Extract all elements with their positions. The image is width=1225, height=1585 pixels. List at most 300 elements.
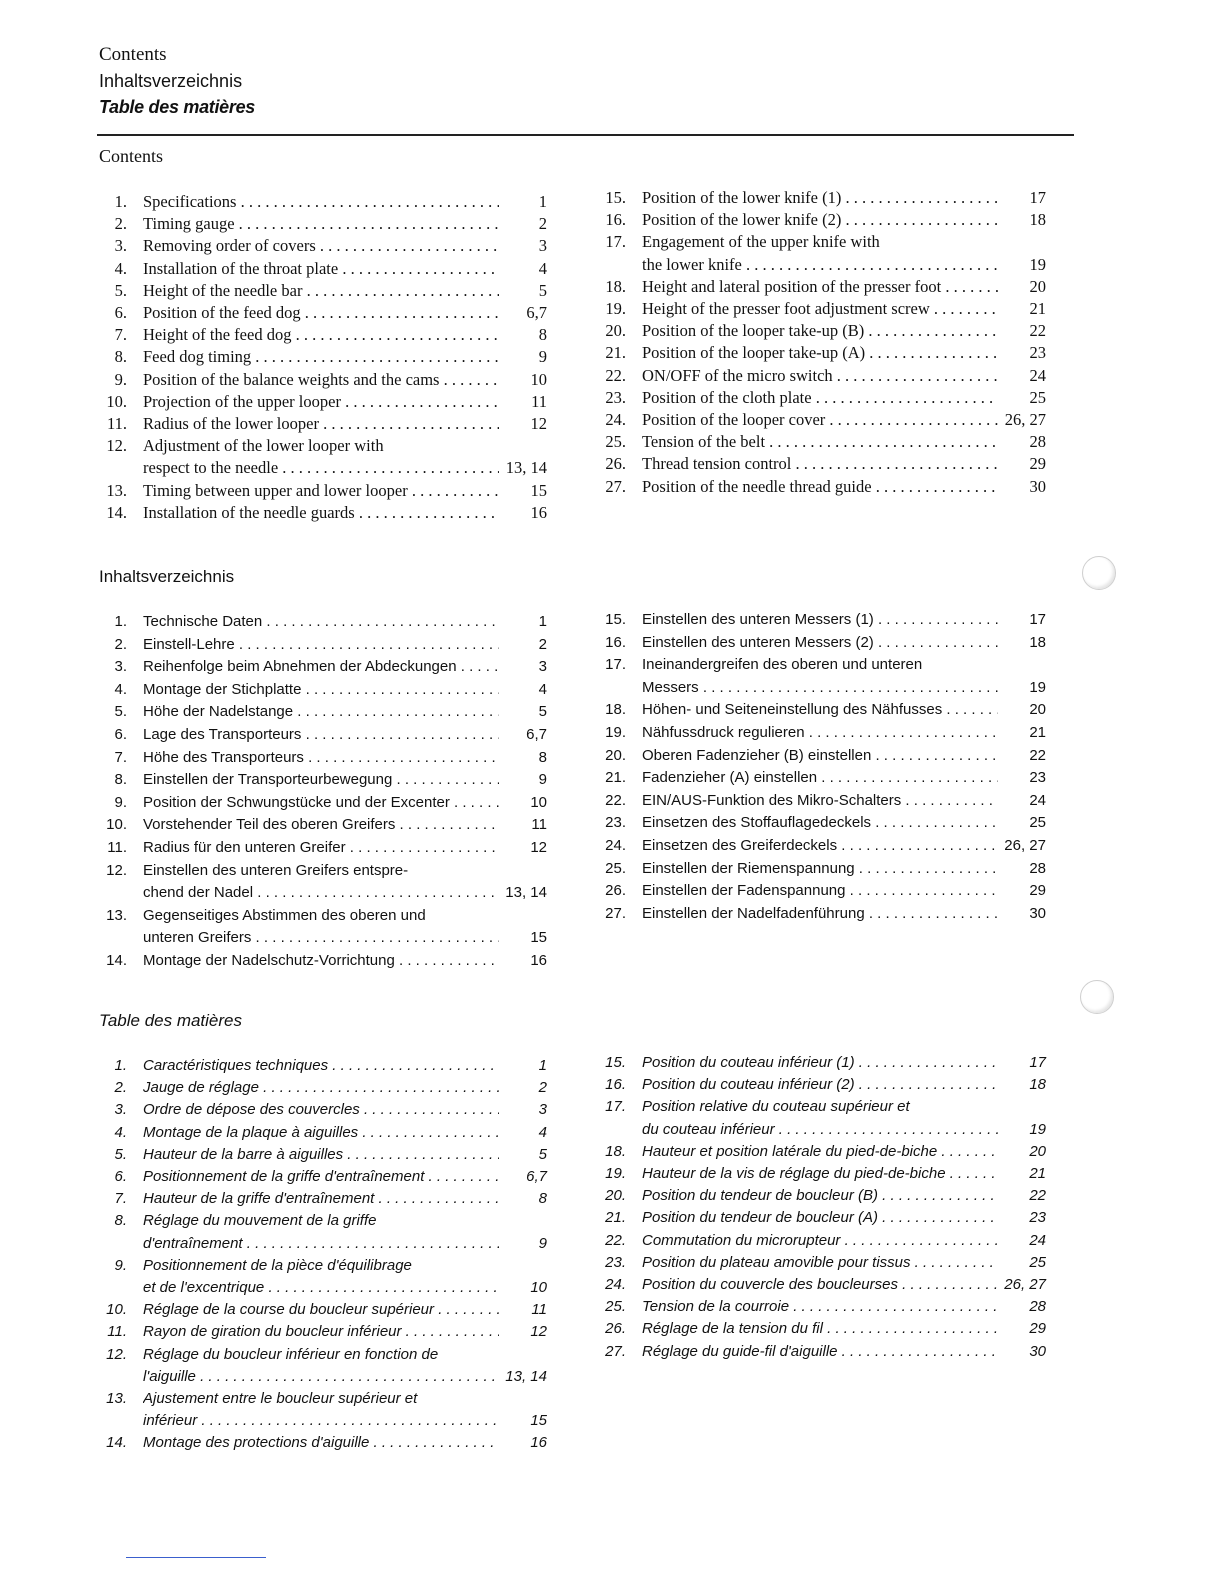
toc-entry-page: 10 [530, 369, 547, 389]
toc-entry-title: Position du tendeur de boucleur (B) . . . [642, 1185, 998, 1207]
toc-entry-number: 19. [605, 299, 626, 319]
toc-entry-page: 24 [1029, 365, 1046, 385]
toc-entry-title: Einstellen der Nadelfadenführung . . . [642, 903, 998, 926]
toc-entry [99, 950, 549, 973]
toc-entry-number: 4. [114, 258, 127, 278]
toc-entry-title: EIN/AUS-Funktion des Mikro-Schalters . . . [642, 790, 998, 813]
toc-entry-title: Thread tension control . . . [642, 453, 998, 475]
toc-entry-number: 6. [114, 725, 127, 743]
toc-entry-page: 13, 14 [505, 884, 547, 902]
toc-entry-page: 8 [538, 748, 547, 766]
toc-entry-title: Position du couteau inférieur (2) . . . [642, 1074, 998, 1096]
toc-entry-page: 4 [538, 1123, 547, 1141]
toc-entry [99, 1188, 549, 1210]
toc-entry [598, 1207, 1048, 1229]
toc-entry-title: Ajustement entre le boucleur supérieur et [143, 1390, 418, 1408]
toc-entry-page: 13, 14 [505, 458, 547, 478]
toc-entry-page: 11 [531, 391, 547, 411]
toc-entry-title: Tension de la courroie . . . [642, 1296, 998, 1318]
toc-entry-number: 22. [605, 791, 626, 809]
toc-entry-number: 22. [605, 1231, 626, 1249]
toc-entry-page: 3 [538, 236, 547, 256]
toc-entry [598, 409, 1048, 431]
toc-entry-number: 1. [114, 1057, 127, 1074]
toc-entry-number: 27. [605, 476, 626, 496]
toc-entry-number: 10. [106, 816, 127, 834]
toc-entry-page: 19 [1029, 1120, 1046, 1138]
toc-entry [99, 413, 549, 435]
toc-entry-page: 18 [1029, 210, 1046, 230]
section-title-de: Inhaltsverzeichnis [99, 567, 235, 586]
toc-entry-title: Einsetzen des Stoffauflagedeckels . . . [642, 812, 998, 835]
toc-entry-page: 2 [538, 635, 547, 653]
footer-link-line [126, 1557, 266, 1558]
toc-entry [598, 767, 1048, 790]
toc-entry-page: 20 [1029, 276, 1046, 296]
toc-entry-number: 15. [605, 188, 626, 207]
toc-entry-title: Commutation du microrupteur . . . [642, 1230, 998, 1252]
toc-entry-page: 11 [531, 1301, 547, 1319]
toc-entry-number: 16. [605, 1076, 626, 1094]
toc-entry-page: 29 [1029, 1320, 1046, 1338]
toc-entry-page: 25 [1029, 387, 1046, 407]
toc-entry-title: Position of the balance weights and the cams . . . [143, 369, 499, 391]
toc-entry [598, 1119, 1048, 1141]
toc-entry-title: unteren Greifers . . . [143, 927, 499, 950]
toc-entry-number: 2. [114, 214, 127, 234]
toc-entry [99, 1277, 549, 1299]
toc-entry-number: 17. [605, 232, 626, 252]
toc-entry [598, 187, 1048, 209]
toc-entry [99, 457, 549, 479]
toc-entry-number: 4. [114, 680, 127, 698]
toc-entry-title: Einstellen des unteren Messers (2) . . . [642, 632, 998, 655]
toc-en-right [598, 187, 1048, 498]
toc-entry-page: 29 [1029, 882, 1046, 900]
toc-entry-number: 18. [605, 1142, 626, 1160]
toc-entry-page: 3 [538, 1101, 547, 1119]
toc-entry [99, 1099, 549, 1121]
toc-entry-title: Position of the lower knife (2) . . . [642, 209, 998, 231]
toc-entry [99, 905, 549, 928]
toc-entry-number: 25. [605, 859, 626, 877]
toc-entry-number: 23. [605, 1253, 626, 1271]
toc-entry-title: Hauteur de la vis de réglage du pied-de-biche . . . [642, 1163, 998, 1185]
toc-entry-title: Radius für den unteren Greifer . . . [143, 837, 499, 860]
toc-entry-title: Installation of the throat plate . . . [143, 258, 499, 280]
toc-entry-title: Height and lateral position of the presser foot . . . [642, 276, 998, 298]
toc-entry-number: 24. [605, 836, 626, 854]
toc-entry [598, 1052, 1048, 1074]
toc-entry-page: 22 [1029, 321, 1046, 341]
header-table-des-matieres: Table des matières [99, 97, 256, 117]
toc-entry-number: 2. [114, 1079, 127, 1097]
toc-entry-page: 28 [1029, 1298, 1046, 1316]
toc-entry [99, 611, 549, 634]
toc-entry-title: Vorstehender Teil des oberen Greifers . . . [143, 814, 499, 837]
toc-entry [598, 1230, 1048, 1252]
toc-entry-number: 1. [114, 613, 127, 630]
toc-entry-page: 18 [1029, 1076, 1046, 1094]
toc-entry [598, 342, 1048, 364]
toc-entry-page: 30 [1029, 904, 1046, 922]
toc-entry-title: Montage der Stichplatte . . . [143, 679, 499, 702]
toc-entry-title: Messers . . . [642, 677, 998, 700]
toc-entry-title: Timing gauge . . . [143, 213, 499, 235]
toc-entry-title: Removing order of covers . . . [143, 235, 499, 257]
toc-entry-title: Feed dog timing . . . [143, 346, 499, 368]
toc-entry [598, 209, 1048, 231]
toc-entry-title: Projection of the upper looper . . . [143, 391, 499, 413]
toc-entry-title: the lower knife . . . [642, 254, 998, 276]
header-inhaltsverzeichnis: Inhaltsverzeichnis [99, 71, 243, 91]
toc-entry-title: Position du couteau inférieur (1) . . . [642, 1052, 998, 1074]
header-rule [97, 134, 1074, 136]
toc-entry [99, 792, 549, 815]
toc-entry [99, 213, 549, 235]
toc-entry [99, 882, 549, 905]
toc-entry [99, 324, 549, 346]
toc-entry-number: 21. [605, 1209, 626, 1227]
toc-entry [598, 745, 1048, 768]
toc-entry-page: 9 [538, 347, 547, 367]
toc-entry-number: 15. [605, 611, 626, 628]
toc-entry [99, 302, 549, 324]
toc-entry-number: 18. [605, 701, 626, 719]
toc-entry-title: Einsetzen des Greiferdeckels . . . [642, 835, 998, 858]
toc-entry-page: 8 [538, 1190, 547, 1208]
toc-entry-page: 17 [1029, 188, 1046, 207]
toc-entry-page: 1 [538, 1057, 547, 1074]
toc-fr-left [99, 1055, 549, 1455]
toc-entry-title: Position of the looper cover . . . [642, 409, 998, 431]
toc-entry [598, 276, 1048, 298]
toc-entry-page: 25 [1029, 814, 1046, 832]
toc-entry-title: Position du tendeur de boucleur (A) . . . [642, 1207, 998, 1229]
toc-entry-title: Nähfussdruck regulieren . . . [642, 722, 998, 745]
punch-hole-icon [1082, 556, 1116, 590]
toc-entry-page: 30 [1029, 476, 1046, 496]
toc-entry-title: Timing between upper and lower looper . . . [143, 480, 499, 502]
toc-entry-title: Hauteur de la barre à aiguilles . . . [143, 1144, 499, 1166]
toc-entry [99, 1432, 549, 1454]
toc-entry-number: 1. [114, 192, 127, 211]
toc-entry-title: respect to the needle . . . [143, 457, 499, 479]
toc-entry-title: Positionnement de la griffe d'entraînement . . . [143, 1166, 499, 1188]
toc-entry-page: 17 [1029, 611, 1046, 628]
toc-entry-title: Ordre de dépose des couvercles . . . [143, 1099, 499, 1121]
toc-entry [99, 1299, 549, 1321]
toc-entry-title: Hauteur de la griffe d'entraînement . . . [143, 1188, 499, 1210]
toc-entry-page: 16 [530, 502, 547, 522]
toc-entry-number: 8. [114, 1212, 127, 1230]
toc-entry [99, 480, 549, 502]
toc-entry-page: 30 [1029, 1342, 1046, 1360]
toc-entry-number: 14. [106, 951, 127, 969]
toc-entry-title: Position der Schwungstücke und der Excenter . . . [143, 792, 499, 815]
toc-entry-title: Einstellen des unteren Greifers entspre- [143, 861, 409, 879]
toc-entry-title: Position of the looper take-up (B) . . . [642, 320, 998, 342]
toc-entry-number: 5. [114, 280, 127, 300]
toc-entry-title: Hauteur et position latérale du pied-de-biche . . . [642, 1141, 998, 1163]
section-title-en: Contents [99, 146, 164, 166]
toc-entry-title: Tension of the belt . . . [642, 431, 998, 453]
toc-entry-page: 22 [1029, 746, 1046, 764]
toc-entry-number: 3. [114, 236, 127, 256]
toc-entry-title: Fadenzieher (A) einstellen . . . [642, 767, 998, 790]
toc-entry-number: 14. [106, 1434, 127, 1452]
toc-entry [99, 1388, 549, 1410]
toc-entry-title: ON/OFF of the micro switch . . . [642, 365, 998, 387]
toc-entry [99, 701, 549, 724]
toc-entry-number: 17. [605, 656, 626, 674]
toc-entry-page: 13, 14 [505, 1367, 547, 1385]
toc-entry [598, 476, 1048, 498]
toc-entry-title: Position of the cloth plate . . . [642, 387, 998, 409]
toc-entry-title: Caractéristiques techniques . . . [143, 1055, 499, 1077]
toc-entry-page: 1 [538, 613, 547, 630]
toc-entry-title: Reihenfolge beim Abnehmen der Abdeckungen . . . [143, 656, 499, 679]
toc-entry [598, 858, 1048, 881]
toc-entry-title: Position relative du couteau supérieur et [642, 1098, 910, 1116]
toc-entry-page: 23 [1029, 343, 1046, 363]
toc-entry [99, 1321, 549, 1343]
toc-entry-number: 11. [107, 1323, 127, 1341]
toc-entry [598, 1074, 1048, 1096]
toc-entry-number: 13. [106, 480, 127, 500]
toc-entry-number: 8. [114, 347, 127, 367]
toc-entry-number: 3. [114, 658, 127, 676]
toc-entry [99, 1166, 549, 1188]
toc-entry-title: Montage der Nadelschutz-Vorrichtung . . . [143, 950, 499, 973]
toc-entry [598, 880, 1048, 903]
toc-entry-page: 12 [530, 1323, 547, 1341]
toc-entry-number: 5. [114, 1145, 127, 1163]
toc-entry-title: l'aiguille . . . [143, 1366, 499, 1388]
toc-entry-page: 1 [538, 192, 547, 211]
toc-entry-page: 19 [1029, 254, 1046, 274]
toc-entry [598, 1318, 1048, 1340]
toc-entry-number: 9. [114, 369, 127, 389]
toc-entry-number: 23. [605, 814, 626, 832]
toc-entry [598, 722, 1048, 745]
toc-entry [598, 1296, 1048, 1318]
toc-entry [99, 679, 549, 702]
toc-entry-number: 10. [106, 391, 127, 411]
toc-entry-page: 9 [538, 1234, 547, 1252]
punch-hole-icon [1080, 980, 1114, 1014]
toc-entry-title: Einstellen der Fadenspannung . . . [642, 880, 998, 903]
toc-entry-title: Height of the presser foot adjustment screw . . . [642, 298, 998, 320]
toc-entry-title: Position of the needle thread guide . . . [642, 476, 998, 498]
toc-entry-page: 8 [538, 325, 547, 345]
toc-de-left [99, 611, 549, 973]
toc-entry-title: Ineinandergreifen des oberen und unteren [642, 656, 923, 674]
toc-entry-number: 7. [114, 1190, 127, 1208]
toc-entry-title: Height of the feed dog . . . [143, 324, 499, 346]
toc-entry-page: 23 [1029, 1209, 1046, 1227]
toc-de-right [598, 609, 1048, 925]
toc-entry-page: 28 [1029, 859, 1046, 877]
toc-entry-title: Montage de la plaque à aiguilles . . . [143, 1122, 499, 1144]
toc-entry-page: 16 [530, 951, 547, 969]
toc-entry-number: 19. [605, 1165, 626, 1183]
toc-entry-title: Höhe des Transporteurs . . . [143, 747, 499, 770]
toc-entry [99, 346, 549, 368]
toc-entry-title: du couteau inférieur . . . [642, 1119, 998, 1141]
toc-entry-page: 24 [1029, 791, 1046, 809]
toc-entry [598, 231, 1048, 253]
toc-entry-title: d'entraînement . . . [143, 1233, 499, 1255]
toc-entry-number: 16. [605, 210, 626, 230]
toc-entry-page: 17 [1029, 1054, 1046, 1071]
toc-entry-title: Height of the needle bar . . . [143, 280, 499, 302]
toc-entry [99, 1366, 549, 1388]
toc-entry [598, 431, 1048, 453]
toc-entry-number: 26. [605, 454, 626, 474]
toc-entry-title: Specifications . . . [143, 191, 499, 213]
toc-entry-number: 18. [605, 276, 626, 296]
toc-entry [598, 365, 1048, 387]
toc-entry-number: 27. [605, 904, 626, 922]
toc-entry-page: 12 [530, 414, 547, 434]
toc-entry-page: 25 [1029, 1253, 1046, 1271]
toc-entry [99, 1233, 549, 1255]
toc-entry-page: 21 [1029, 299, 1046, 319]
toc-entry [598, 1096, 1048, 1118]
toc-entry-title: Réglage du guide-fil d'aiguille . . . [642, 1341, 998, 1363]
toc-entry [598, 632, 1048, 655]
toc-entry-page: 15 [530, 929, 547, 947]
toc-entry-title: Réglage de la course du boucleur supérieur . . . [143, 1299, 499, 1321]
toc-entry [598, 790, 1048, 813]
toc-entry-page: 19 [1029, 678, 1046, 696]
toc-entry [99, 724, 549, 747]
toc-en-left [99, 191, 549, 524]
toc-entry-number: 27. [605, 1342, 626, 1360]
toc-entry-number: 21. [605, 343, 626, 363]
toc-entry-number: 22. [605, 365, 626, 385]
toc-entry-number: 7. [114, 325, 127, 345]
toc-entry-page: 3 [538, 658, 547, 676]
toc-entry [598, 453, 1048, 475]
toc-entry-title: chend der Nadel . . . [143, 882, 499, 905]
toc-entry-number: 20. [605, 746, 626, 764]
toc-entry-page: 2 [538, 214, 547, 234]
toc-entry-number: 8. [114, 771, 127, 789]
toc-entry-page: 15 [530, 1412, 547, 1430]
toc-entry-number: 24. [605, 1276, 626, 1294]
toc-entry-title: Positionnement de la pièce d'équilibrage [143, 1256, 412, 1274]
toc-entry-number: 26. [605, 1320, 626, 1338]
toc-entry-number: 13. [106, 906, 127, 924]
toc-entry-page: 10 [530, 793, 547, 811]
toc-entry [598, 1141, 1048, 1163]
toc-entry-title: Einstell-Lehre . . . [143, 634, 499, 657]
toc-entry-page: 9 [538, 771, 547, 789]
toc-entry [598, 699, 1048, 722]
toc-entry-title: Jauge de réglage . . . [143, 1077, 499, 1099]
toc-entry-page: 18 [1029, 633, 1046, 651]
toc-entry [99, 1210, 549, 1232]
document-header [99, 42, 255, 120]
toc-entry-number: 23. [605, 387, 626, 407]
toc-entry-page: 29 [1029, 454, 1046, 474]
toc-entry-title: Einstellen des unteren Messers (1) . . . [642, 609, 998, 632]
toc-entry-page: 6,7 [526, 725, 547, 743]
toc-entry [598, 1185, 1048, 1207]
toc-entry-page: 23 [1029, 769, 1046, 787]
toc-entry-number: 11. [106, 414, 127, 434]
toc-entry-page: 12 [530, 838, 547, 856]
header-contents: Contents [99, 44, 167, 65]
toc-entry [99, 369, 549, 391]
toc-entry [99, 502, 549, 524]
toc-entry-number: 9. [114, 793, 127, 811]
toc-entry-page: 26, 27 [1004, 410, 1046, 430]
toc-entry-number: 19. [605, 723, 626, 741]
toc-entry-page: 10 [530, 1279, 547, 1297]
toc-entry-number: 7. [114, 748, 127, 766]
toc-fr-right [598, 1052, 1048, 1363]
toc-entry-number: 24. [605, 410, 626, 430]
toc-entry-page: 16 [530, 1434, 547, 1452]
toc-entry-title: Position du couvercle des boucleurses . . . [642, 1274, 998, 1296]
toc-entry-page: 20 [1029, 701, 1046, 719]
toc-entry-number: 3. [114, 1101, 127, 1119]
toc-entry [99, 747, 549, 770]
toc-entry [99, 860, 549, 883]
toc-entry [99, 837, 549, 860]
toc-entry-title: Einstellen der Riemenspannung . . . [642, 858, 998, 881]
toc-entry-number: 20. [605, 321, 626, 341]
toc-entry-number: 25. [605, 1298, 626, 1316]
toc-entry [99, 1077, 549, 1099]
toc-entry-number: 6. [114, 1168, 127, 1186]
toc-entry-number: 26. [605, 882, 626, 900]
toc-entry-title: Gegenseitiges Abstimmen des oberen und [143, 906, 426, 924]
toc-entry-title: Radius of the lower looper . . . [143, 413, 499, 435]
section-title-fr: Table des matières [99, 1011, 243, 1030]
toc-entry-page: 22 [1029, 1187, 1046, 1205]
toc-entry [99, 1144, 549, 1166]
toc-entry-page: 24 [1029, 1231, 1046, 1249]
toc-entry-title: Lage des Transporteurs . . . [143, 724, 499, 747]
toc-entry-title: Position of the lower knife (1) . . . [642, 187, 998, 209]
toc-entry-number: 12. [106, 1345, 127, 1363]
toc-entry-page: 5 [538, 280, 547, 300]
toc-entry [99, 1410, 549, 1432]
toc-entry [598, 903, 1048, 926]
toc-entry-number: 4. [114, 1123, 127, 1141]
toc-entry-page: 26, 27 [1004, 1276, 1046, 1294]
toc-entry [99, 191, 549, 213]
toc-entry-title: Réglage du boucleur inférieur en fonction de [143, 1345, 439, 1363]
toc-entry-page: 6,7 [526, 303, 547, 323]
toc-entry-number: 25. [605, 432, 626, 452]
toc-entry-number: 12. [106, 861, 127, 879]
toc-entry [99, 1255, 549, 1277]
toc-entry-page: 21 [1029, 723, 1046, 741]
toc-entry-title: Technische Daten . . . [143, 611, 499, 634]
toc-entry-title: Installation of the needle guards . . . [143, 502, 499, 524]
toc-entry-number: 10. [106, 1301, 127, 1319]
toc-entry-page: 11 [531, 816, 547, 834]
toc-entry-page: 2 [538, 1079, 547, 1097]
toc-entry-title: Position of the feed dog . . . [143, 302, 499, 324]
toc-entry [598, 1163, 1048, 1185]
toc-entry-number: 11. [107, 838, 127, 856]
